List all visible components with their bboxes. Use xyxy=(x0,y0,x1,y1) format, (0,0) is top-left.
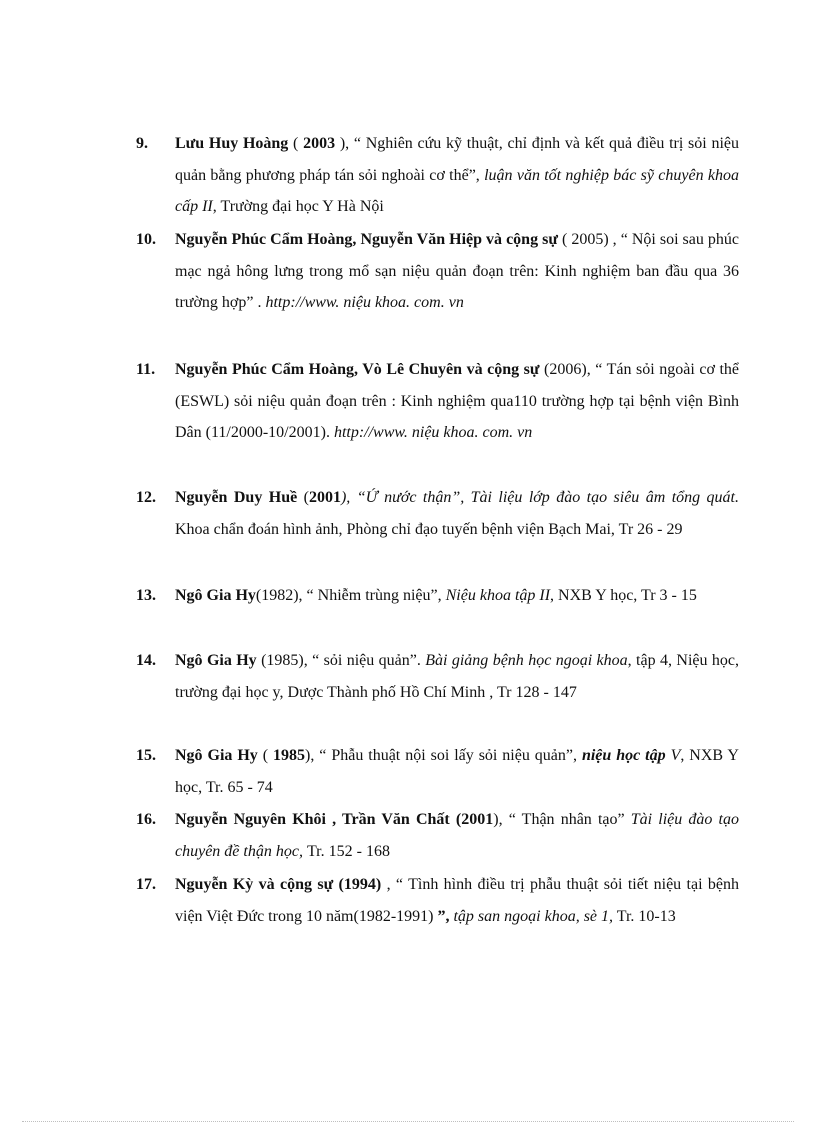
reference-text-run: , tập 4, Niệu học, trường đại học y, Dược Thành phố Hồ Chí Minh , Tr 128 - 147 xyxy=(175,652,739,701)
reference-text-run: Ngô Gia Hy xyxy=(175,652,257,669)
reference-text-run: http://www. niệu khoa. com. vn xyxy=(333,424,533,441)
reference-text-run: niệu học tập xyxy=(581,747,666,764)
reference-text-run: Nguyễn Phúc Cẩm Hoàng, Nguyễn Văn Hiệp và cộng sự xyxy=(175,231,558,248)
reference-text-run: , “ Tình hình điều trị phẫu thuật sỏi tiết niệu tại bệnh viện Việt Đức trong 10 năm(1982-1991) xyxy=(175,876,739,925)
reference-number: 9. xyxy=(136,135,148,152)
reference-number: 11. xyxy=(136,361,156,378)
reference-number: 16. xyxy=(136,811,156,828)
reference-text-run: ), “ Nghiên cứu kỹ thuật, chỉ định và kết quả điều trị sỏi niệu quản bằng phương pháp tán sỏi nghoài cơ thể”, xyxy=(175,135,739,184)
reference-text-run: tập san ngoại khoa, sè 1, xyxy=(449,907,614,925)
reference-text-run: Nguyễn Phúc Cẩm Hoàng, Vò Lê Chuyên và cộng sự xyxy=(175,361,540,378)
reference-text xyxy=(175,740,739,803)
reference-text xyxy=(175,645,739,708)
reference-text-run: ( xyxy=(288,135,304,152)
reference-number: 14. xyxy=(136,652,156,669)
reference-number: 17. xyxy=(136,876,156,893)
reference-text-run: luận văn tốt nghiệp bác sỹ chuyên khoa cấp II xyxy=(175,166,739,215)
reference-17 xyxy=(136,869,739,932)
reference-15 xyxy=(136,740,739,803)
reference-text-run: Nguyễn Nguyên Khôi , Trần Văn Chất (2001 xyxy=(175,811,494,828)
page-bottom-divider xyxy=(22,1121,794,1122)
reference-text-run: (2006), “ Tán sỏi ngoài cơ thể (ESWL) sỏi niệu quản đoạn trên : Kinh nghiệm qua110 trường hợp tại bệnh viện Bình Dân (11/2000-10/2001). xyxy=(175,361,739,441)
reference-text-run: ( 2005) , “ Nội soi sau phúc mạc ngả hông lưng trong mổ sạn niệu quản đoạn trên: Kinh nghiệm ban đầu qua 36 trường hợp” . xyxy=(175,231,740,311)
reference-text-run: Ngô Gia Hy xyxy=(175,747,258,764)
reference-text-run: (1982), “ Nhiễm trùng niệu”, xyxy=(255,587,446,604)
reference-text-run: Tr. 10-13 xyxy=(613,907,676,925)
reference-9 xyxy=(136,128,739,223)
reference-text-run: 2001 xyxy=(308,489,341,506)
reference-text-run: 2003 xyxy=(303,135,336,152)
reference-text-run: ( xyxy=(257,747,273,764)
reference-16 xyxy=(136,804,739,867)
reference-number: 13. xyxy=(136,587,156,604)
reference-text-run: ), “Ứ nước thận”, Tài liệu lớp đào tạo siêu âm tổng quát. xyxy=(340,489,739,506)
reference-text-run: Nguyễn Kỳ và cộng sự (1994) xyxy=(175,876,382,893)
reference-11 xyxy=(136,354,739,449)
reference-number: 15. xyxy=(136,747,156,764)
reference-text-run: , Trường đại học Y Hà Nội xyxy=(212,198,384,215)
reference-text xyxy=(175,804,739,867)
reference-text-run: Tài liệu đào tạo chuyên đề thận học, xyxy=(175,811,740,860)
reference-text xyxy=(175,354,739,449)
reference-text-run: ), “ Thận nhân tạo” xyxy=(493,811,631,828)
reference-text-run: Nguyễn Duy Huề xyxy=(175,489,298,506)
reference-text-run: (1985), “ sỏi niệu quản”. xyxy=(256,652,426,669)
reference-10 xyxy=(136,224,739,319)
reference-text xyxy=(175,128,739,223)
reference-text-run: Tr. 152 - 168 xyxy=(306,842,390,860)
reference-text-run: ( xyxy=(297,489,309,506)
reference-text-run: , NXB Y học, Tr 3 - 15 xyxy=(550,587,697,604)
reference-14 xyxy=(136,645,739,708)
reference-text-run: Ngô Gia Hy xyxy=(175,587,256,604)
reference-text xyxy=(175,580,739,612)
reference-text-run: ”, xyxy=(437,907,450,925)
reference-text-run: Niệu khoa tập II xyxy=(445,587,551,604)
reference-text-run: Khoa chẩn đoán hình ảnh, Phòng chỉ đạo tuyến bệnh viện Bạch Mai, Tr 26 - 29 xyxy=(175,520,683,538)
reference-text-run: 1985 xyxy=(273,747,305,764)
reference-text-run: http://www. niệu khoa. com. vn xyxy=(265,294,464,311)
reference-text-run: , NXB Y học, Tr. 65 - 74 xyxy=(175,747,739,796)
reference-number: 10. xyxy=(136,231,156,248)
reference-13 xyxy=(136,580,739,612)
reference-text xyxy=(175,869,739,932)
reference-12 xyxy=(136,482,739,545)
reference-text xyxy=(175,482,739,545)
reference-text xyxy=(175,224,739,319)
reference-text-run: Lưu Huy Hoàng xyxy=(175,135,289,152)
reference-number: 12. xyxy=(136,489,156,506)
reference-text-run: Bài giảng bệnh học ngoại khoa xyxy=(425,652,628,669)
reference-text-run: ), “ Phẫu thuật nội soi lấy sỏi niệu quản”, xyxy=(305,747,582,764)
reference-text-run: V xyxy=(665,747,681,764)
